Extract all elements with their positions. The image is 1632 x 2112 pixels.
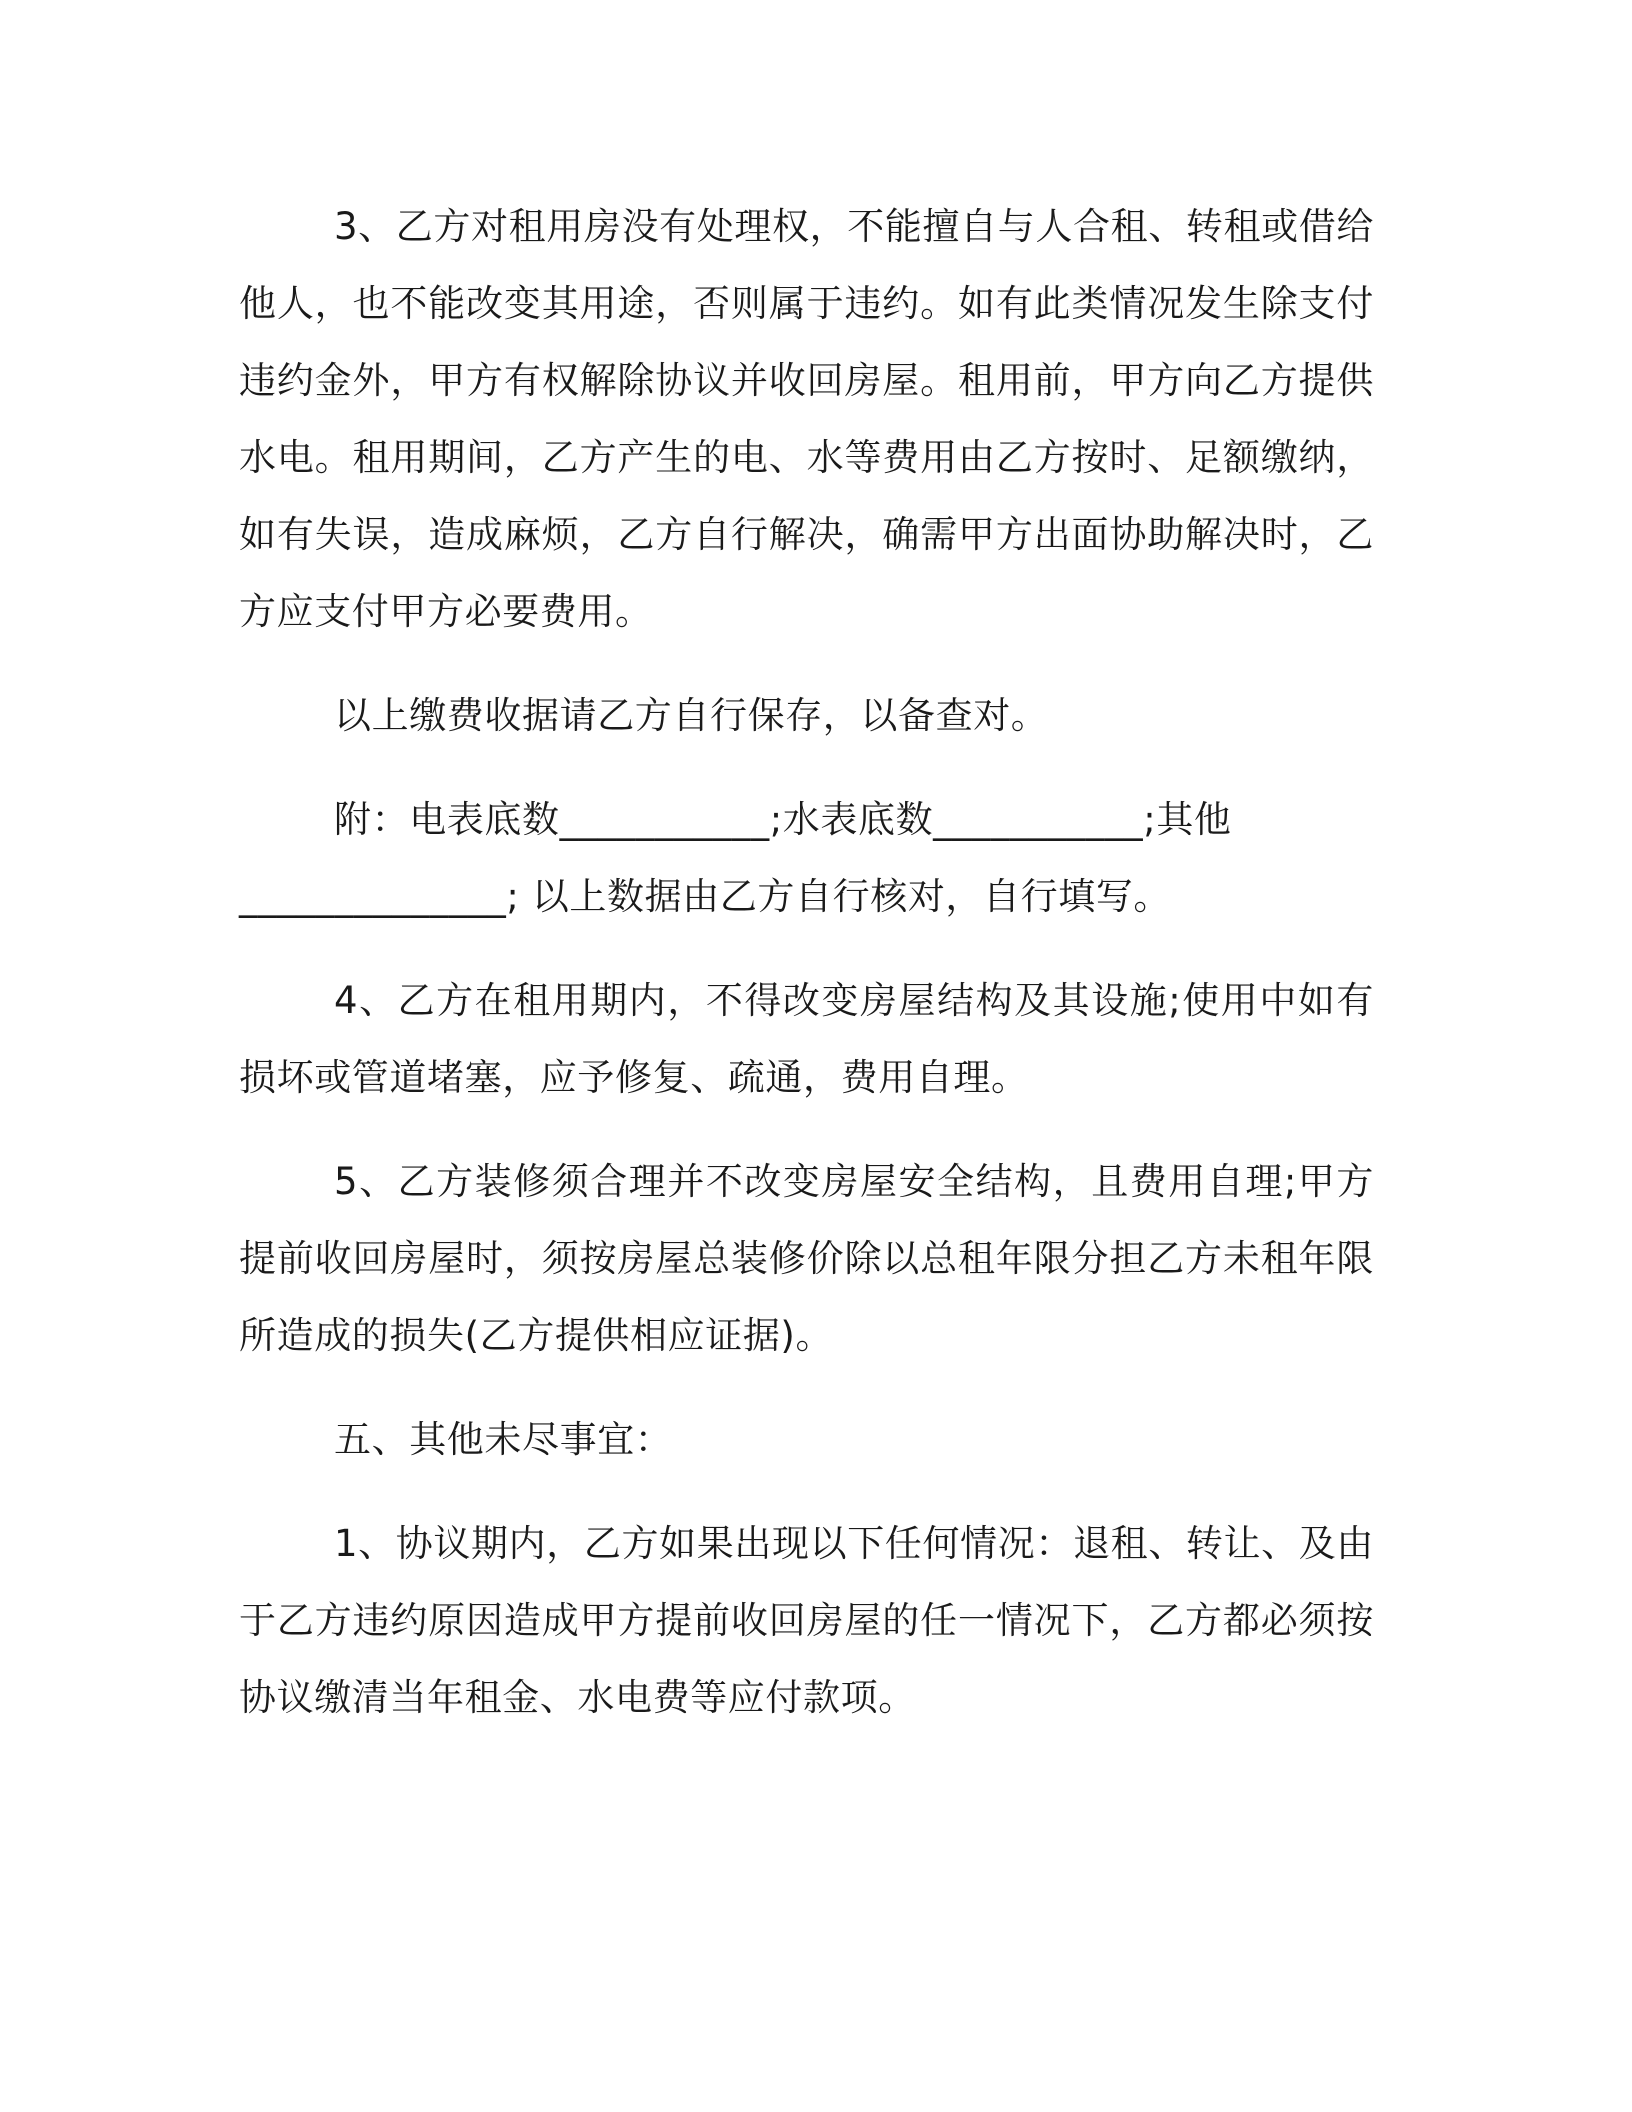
meter-reading-line-1: 附：电表底数___________;水表底数___________;其他 xyxy=(334,798,1232,841)
receipt-note-paragraph: 以上缴费收据请乙方自行保存，以备查对。 xyxy=(334,694,1049,737)
section-5-clause-1-paragraph: 1、协议期内，乙方如果出现以下任何情况：退租、转让、及由于乙方违约原因造成甲方提前收回房屋的任一情况下，乙方都必须按协议缴清当年租金、水电费等应付款项。 xyxy=(239,1522,1374,1719)
meter-reading-line-2: ______________; 以上数据由乙方自行核对，自行填写。 xyxy=(239,875,1172,918)
section-5-heading: 五、其他未尽事宜： xyxy=(334,1418,673,1461)
clause-4-paragraph: 4、乙方在租用期内，不得改变房屋结构及其设施;使用中如有损坏或管道堵塞，应予修复、疏通，费用自理。 xyxy=(239,979,1374,1099)
clause-5-paragraph: 5、乙方装修须合理并不改变房屋安全结构，且费用自理;甲方提前收回房屋时，须按房屋总装修价除以总租年限分担乙方未租年限所造成的损失(乙方提供相应证据)。 xyxy=(239,1160,1374,1357)
clause-3-paragraph: 3、乙方对租用房没有处理权，不能擅自与人合租、转租或借给他人，也不能改变其用途，否则属于违约。如有此类情况发生除支付违约金外，甲方有权解除协议并收回房屋。租用前，甲方向乙方提供水电。租用期间，乙方产生的电、水等费用由乙方按时、足额缴纳，如有失误，造成麻烦，乙方自行解决，确需甲方出面协助解决时，乙方应支付甲方必要费用。 xyxy=(239,205,1374,633)
document-body xyxy=(239,188,1374,1736)
